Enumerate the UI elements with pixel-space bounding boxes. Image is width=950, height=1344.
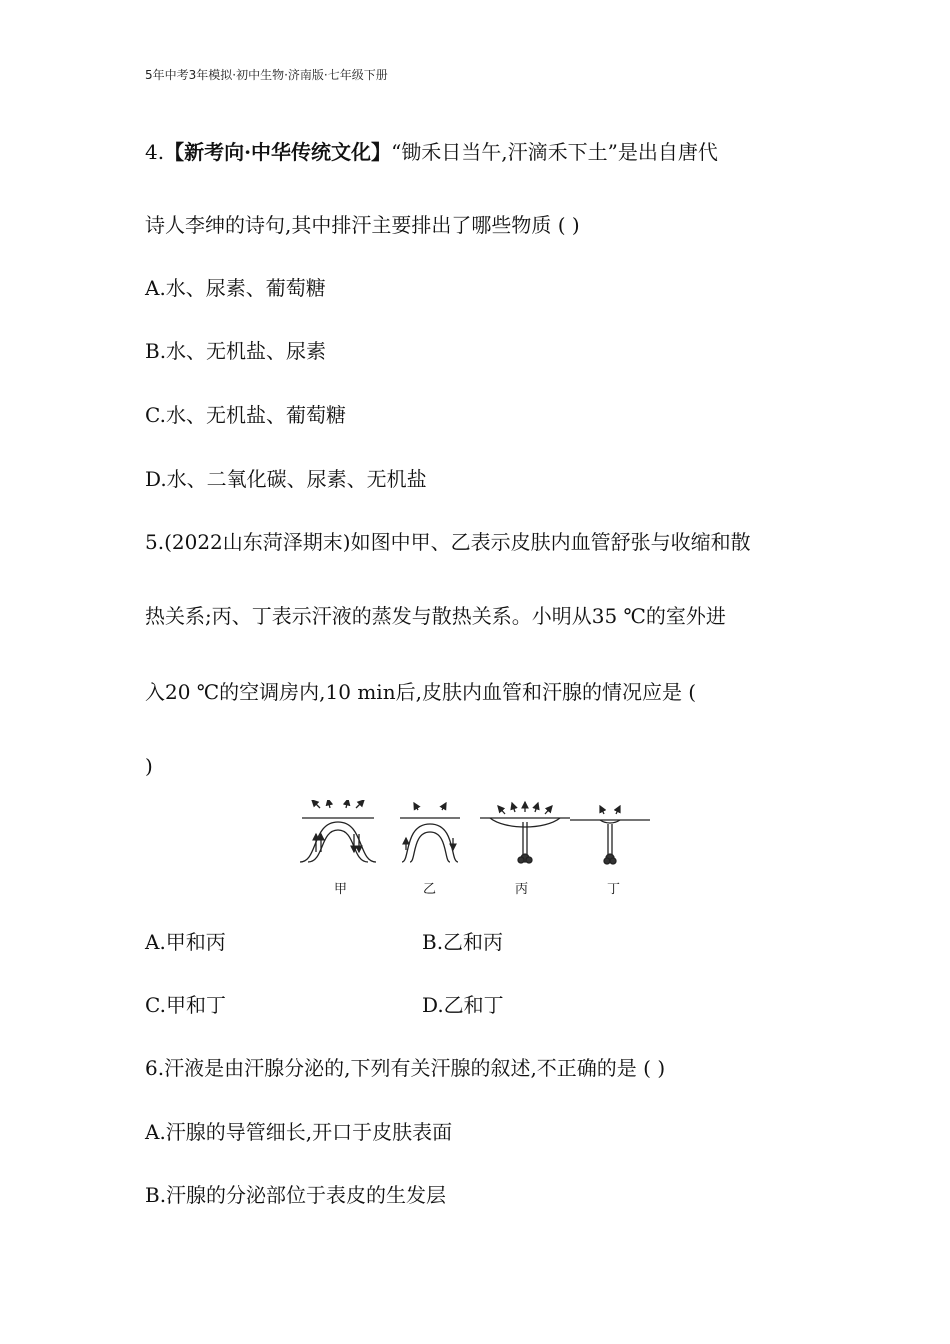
figure-label-ding: 丁 xyxy=(607,882,621,897)
q5-line1: 5.(2022山东菏泽期末)如图中甲、乙表示皮肤内血管舒张与收缩和散 xyxy=(145,530,751,554)
q5-option-d: D.乙和丁 xyxy=(422,993,504,1017)
q4-option-a: A.水、尿素、葡萄糖 xyxy=(145,276,326,300)
q4-stem-text: “锄禾日当午,汗滴禾下土”是出自唐代 xyxy=(391,140,718,164)
q5-option-c: C.甲和丁 xyxy=(145,993,226,1017)
skin-diagram xyxy=(298,800,658,900)
q6-option-a: A.汗腺的导管细长,开口于皮肤表面 xyxy=(145,1120,453,1144)
q4-line2: 诗人李绅的诗句,其中排汗主要排出了哪些物质 ( ) xyxy=(145,213,580,237)
q4-tag: 【新考向·中华传统文化】 xyxy=(164,140,392,164)
q5-line4: ) xyxy=(145,754,153,778)
diagram-yi xyxy=(400,803,460,862)
page-header: 5年中考3年模拟·初中生物·济南版·七年级下册 xyxy=(145,68,388,82)
q4-option-c: C.水、无机盐、葡萄糖 xyxy=(145,403,346,427)
figure-label-jia: 甲 xyxy=(334,882,348,897)
diagram-bing xyxy=(480,802,570,863)
q4-line1 xyxy=(145,140,718,164)
q5-line2: 热关系;丙、丁表示汗液的蒸发与散热关系。小明从35 ℃的室外进 xyxy=(145,604,726,628)
q6-line1: 6.汗液是由汗腺分泌的,下列有关汗腺的叙述,不正确的是 ( ) xyxy=(145,1056,666,1080)
q5-option-a: A.甲和丙 xyxy=(145,930,226,954)
q4-option-d: D.水、二氧化碳、尿素、无机盐 xyxy=(145,467,427,491)
q5-option-b: B.乙和丙 xyxy=(422,930,504,954)
q4-number: 4. xyxy=(145,140,165,164)
q6-option-b: B.汗腺的分泌部位于表皮的生发层 xyxy=(145,1183,447,1207)
q5-line3: 入20 ℃的空调房内,10 min后,皮肤内血管和汗腺的情况应是 ( xyxy=(145,680,697,704)
figure-label-bing: 丙 xyxy=(515,882,529,897)
figure-label-yi: 乙 xyxy=(423,882,437,897)
q4-option-b: B.水、无机盐、尿素 xyxy=(145,339,327,363)
diagram-jia xyxy=(300,800,376,862)
diagram-ding xyxy=(570,806,650,864)
